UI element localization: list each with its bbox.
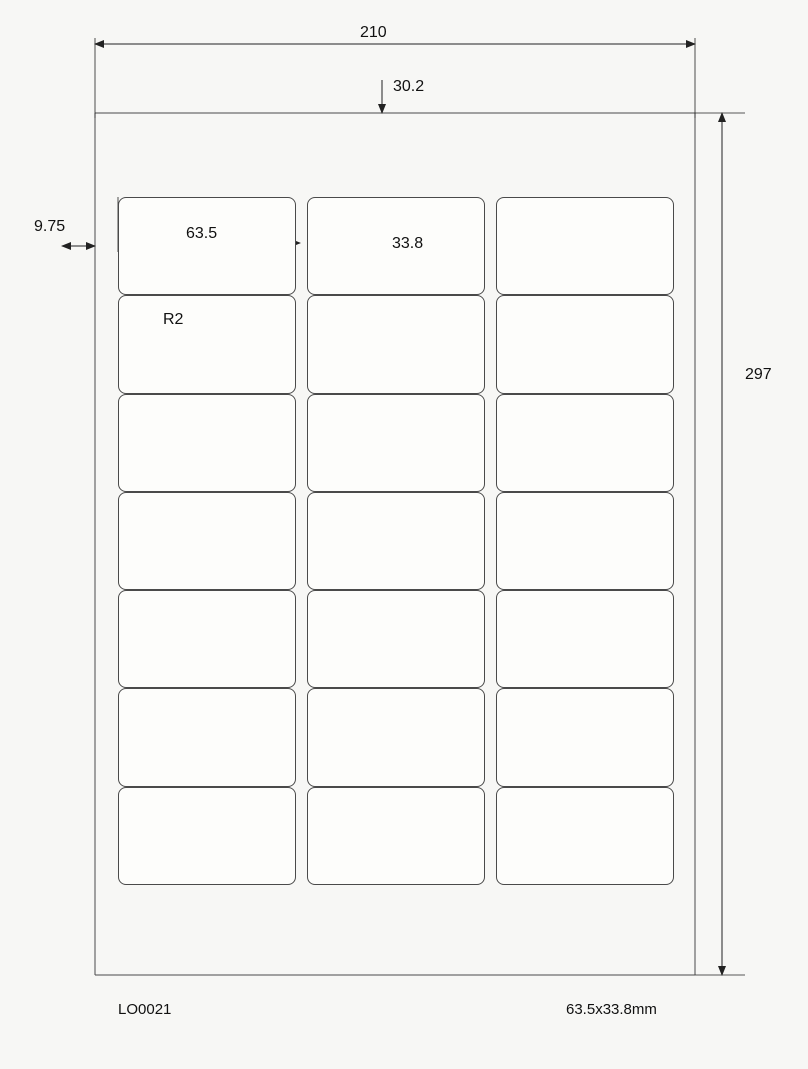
label-cell [496, 394, 674, 492]
label-cell [496, 688, 674, 786]
dimension-sheet-height [695, 113, 745, 975]
label-size-text: 63.5x33.8mm [566, 1001, 657, 1018]
label-cell [307, 787, 485, 885]
dimension-label-label-height: 33.8 [392, 235, 424, 252]
dimension-label-top-margin: 30.2 [393, 78, 425, 95]
label-cell [307, 492, 485, 590]
label-cell [307, 394, 485, 492]
label-cell [496, 787, 674, 885]
product-code-label: LO0021 [118, 1001, 172, 1018]
label-cell [496, 492, 674, 590]
label-cell [118, 492, 296, 590]
label-cell [307, 688, 485, 786]
dimension-label-corner-radius: R2 [163, 311, 184, 328]
dimension-left-margin [62, 197, 118, 252]
label-cell [496, 295, 674, 393]
label-grid [118, 197, 674, 885]
label-cell [118, 590, 296, 688]
label-cell [496, 590, 674, 688]
dimension-label-left-margin: 9.75 [34, 218, 66, 235]
dimension-label-sheet-width: 210 [360, 24, 387, 41]
dimension-label-sheet-height: 297 [745, 366, 772, 383]
label-cell [118, 295, 296, 393]
label-cell [118, 197, 296, 295]
label-cell [118, 688, 296, 786]
label-cell [307, 295, 485, 393]
dimension-label-label-width: 63.5 [186, 225, 218, 242]
label-cell [118, 394, 296, 492]
label-cell [307, 590, 485, 688]
label-cell [496, 197, 674, 295]
label-cell [118, 787, 296, 885]
